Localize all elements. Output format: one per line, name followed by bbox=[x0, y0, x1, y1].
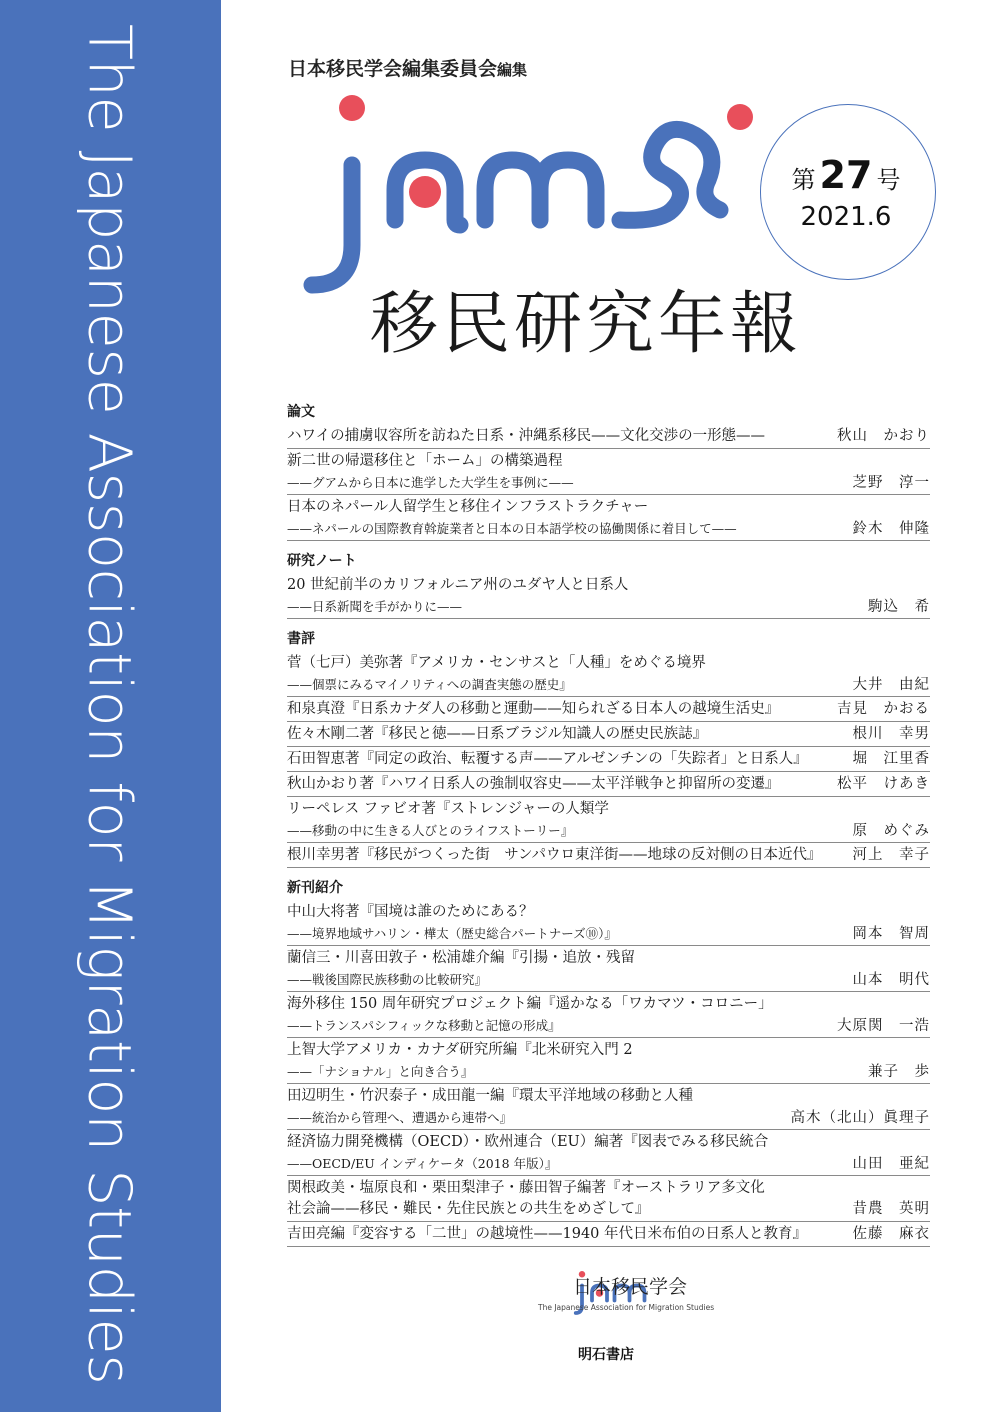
toc-entry bbox=[287, 573, 930, 619]
entry-title: 和泉真澄『日系カナダ人の移動と運動——知られざる日本人の越境生活史』 bbox=[287, 701, 780, 717]
entry-title: 上智大学アメリカ・カナダ研究所編『北米研究入門 2 bbox=[287, 1042, 633, 1058]
entry-author: 根川 幸男 bbox=[852, 726, 930, 742]
entry-author: 芝野 淳一 bbox=[852, 475, 930, 491]
entry-title: 菅（七戸）美弥著『アメリカ・センサスと「人種」をめぐる境界 bbox=[287, 655, 706, 671]
entry-subtitle: 社会論——移民・難民・先住民族との共生をめざして』 bbox=[287, 1201, 650, 1217]
entry-author: 兼子 歩 bbox=[868, 1064, 930, 1080]
toc-entry bbox=[287, 424, 930, 449]
issue-date: 2021.6 bbox=[800, 202, 892, 232]
entry-title: 海外移住 150 周年研究プロジェクト編『遥かなる「ワカマツ・コロニー」 bbox=[287, 996, 773, 1012]
logo-dot-a bbox=[409, 176, 441, 208]
section-heading: 論文 bbox=[287, 404, 315, 420]
toc-entry bbox=[287, 843, 930, 868]
entry-title: 石田智恵著『同定の政治、転覆する声——アルゼンチンの「失踪者」と日系人』 bbox=[287, 751, 808, 767]
editor-credit bbox=[288, 54, 527, 81]
entry-subtitle: ——「ナショナル」と向き合う』 bbox=[287, 1064, 474, 1079]
entry-subtitle: ——OECD/EU インディケータ（2018 年版）』 bbox=[287, 1156, 558, 1171]
entry-title: 経済協力開発機構（OECD）・欧州連合（EU）編著『図表でみる移民統合 bbox=[287, 1134, 769, 1150]
toc-entry bbox=[287, 772, 930, 797]
entry-title: ハワイの捕虜収容所を訪ねた日系・沖縄系移民——文化交渉の一形態—— bbox=[287, 428, 766, 444]
entry-author: 吉見 かおる bbox=[837, 701, 930, 717]
spine-title: The Japanese Association for Migration Studies bbox=[75, 24, 145, 1385]
toc-entry bbox=[287, 797, 930, 843]
entry-title: 佐々木剛二著『移民と徳——日系ブラジル知識人の歴史民族誌』 bbox=[287, 726, 708, 742]
toc-entry bbox=[287, 1038, 930, 1084]
journal-title: 移民研究年報 bbox=[370, 285, 803, 364]
entry-author: 山本 明代 bbox=[852, 972, 930, 988]
section-heading: 新刊紹介 bbox=[287, 880, 343, 896]
society-english-name: The Japanese Association for Migration Studies bbox=[538, 1303, 715, 1312]
toc-entry bbox=[287, 1130, 930, 1176]
toc-entry bbox=[287, 946, 930, 992]
entry-title: 吉田亮編『変容する「二世」の越境性——1940 年代日米布伯の日系人と教育』 bbox=[287, 1226, 808, 1242]
entry-title: 新二世の帰還移住と「ホーム」の構築過程 bbox=[287, 453, 563, 469]
entry-title: 田辺明生・竹沢泰子・成田龍一編『環太平洋地域の移動と人種 bbox=[287, 1088, 693, 1104]
toc-entry bbox=[287, 449, 930, 495]
entry-author: 原 めぐみ bbox=[852, 823, 930, 839]
entry-title: 関根政美・塩原良和・栗田梨津子・藤田智子編著『オーストラリア多文化 bbox=[287, 1180, 765, 1196]
entry-author: 岡本 智周 bbox=[852, 926, 930, 942]
entry-author: 高木（北山）眞理子 bbox=[790, 1110, 930, 1126]
entry-title: 蘭信三・川喜田敦子・松浦雄介編『引揚・追放・残留 bbox=[287, 950, 635, 966]
toc-entry bbox=[287, 722, 930, 747]
entry-subtitle: ——移動の中に生きる人びとのライフストーリー』 bbox=[287, 823, 574, 838]
entry-subtitle: ——統治から管理へ、遭遇から連帯へ』 bbox=[287, 1110, 513, 1125]
toc-entry bbox=[287, 1084, 930, 1130]
spine-band bbox=[0, 0, 221, 1412]
entry-author: 松平 けあき bbox=[837, 776, 930, 792]
entry-author: 大原関 一浩 bbox=[837, 1018, 930, 1034]
entry-subtitle: ——ネパールの国際教育斡旋業者と日本の日本語学校の協働関係に着目して—— bbox=[287, 521, 737, 536]
entry-author: 山田 亜紀 bbox=[852, 1156, 930, 1172]
issue-number: 第 27 号 bbox=[791, 153, 901, 197]
entry-subtitle: ——グアムから日本に進学した大学生を事例に—— bbox=[287, 475, 574, 490]
entry-title: 秋山かおり著『ハワイ日系人の強制収容史——太平洋戦争と抑留所の変遷』 bbox=[287, 776, 780, 792]
entry-title: 日本のネパール人留学生と移住インフラストラクチャー bbox=[287, 499, 649, 515]
section-heading: 書評 bbox=[287, 631, 315, 647]
toc-entry bbox=[287, 495, 930, 541]
toc-entry bbox=[287, 992, 930, 1038]
editor-name: 日本移民学会編集委員会 bbox=[288, 58, 498, 80]
entry-author: 鈴木 伸隆 bbox=[852, 521, 930, 537]
toc-entry bbox=[287, 651, 930, 697]
table-of-contents bbox=[287, 400, 930, 1247]
section-heading: 研究ノート bbox=[287, 553, 357, 569]
entry-subtitle: ——個票にみるマイノリティへの調査実態の歴史』 bbox=[287, 677, 572, 692]
society-name: 日本移民学会 bbox=[573, 1276, 688, 1298]
entry-subtitle: ——トランスパシフィックな移動と記憶の形成』 bbox=[287, 1018, 561, 1033]
toc-entry bbox=[287, 747, 930, 772]
entry-title: 中山大将著『国境は誰のためにある？ bbox=[287, 904, 534, 920]
entry-subtitle: ——日系新聞を手がかりに—— bbox=[287, 599, 463, 614]
entry-author: 堀 江里香 bbox=[852, 751, 930, 767]
logo-dot-s bbox=[727, 104, 753, 130]
entry-subtitle: ——戦後国際民族移動の比較研究』 bbox=[287, 972, 488, 987]
entry-title: 20 世紀前半のカリフォルニア州のユダヤ人と日系人 bbox=[287, 577, 629, 593]
toc-entry bbox=[287, 1222, 930, 1247]
entry-author: 大井 由紀 bbox=[852, 677, 930, 693]
entry-title: 根川幸男著『移民がつくった街 サンパウロ東洋街——地球の反対側の日本近代』 bbox=[287, 847, 822, 863]
entry-author: 佐藤 麻衣 bbox=[852, 1226, 930, 1242]
entry-author: 河上 幸子 bbox=[852, 847, 930, 863]
entry-author: 駒込 希 bbox=[868, 599, 930, 615]
editor-suffix: 編集 bbox=[497, 61, 528, 79]
entry-title: リーペレス ファビオ著『ストレンジャーの人類学 bbox=[287, 801, 609, 817]
entry-author: 昔農 英明 bbox=[852, 1201, 930, 1217]
toc-entry bbox=[287, 900, 930, 946]
logo-dot-j bbox=[339, 95, 365, 121]
entry-author: 秋山 かおり bbox=[837, 428, 930, 444]
toc-entry bbox=[287, 697, 930, 722]
publisher-name: 明石書店 bbox=[578, 1347, 634, 1363]
toc-entry bbox=[287, 1176, 930, 1222]
entry-subtitle: ——境界地域サハリン・樺太（歴史総合パートナーズ⑩）』 bbox=[287, 926, 617, 941]
